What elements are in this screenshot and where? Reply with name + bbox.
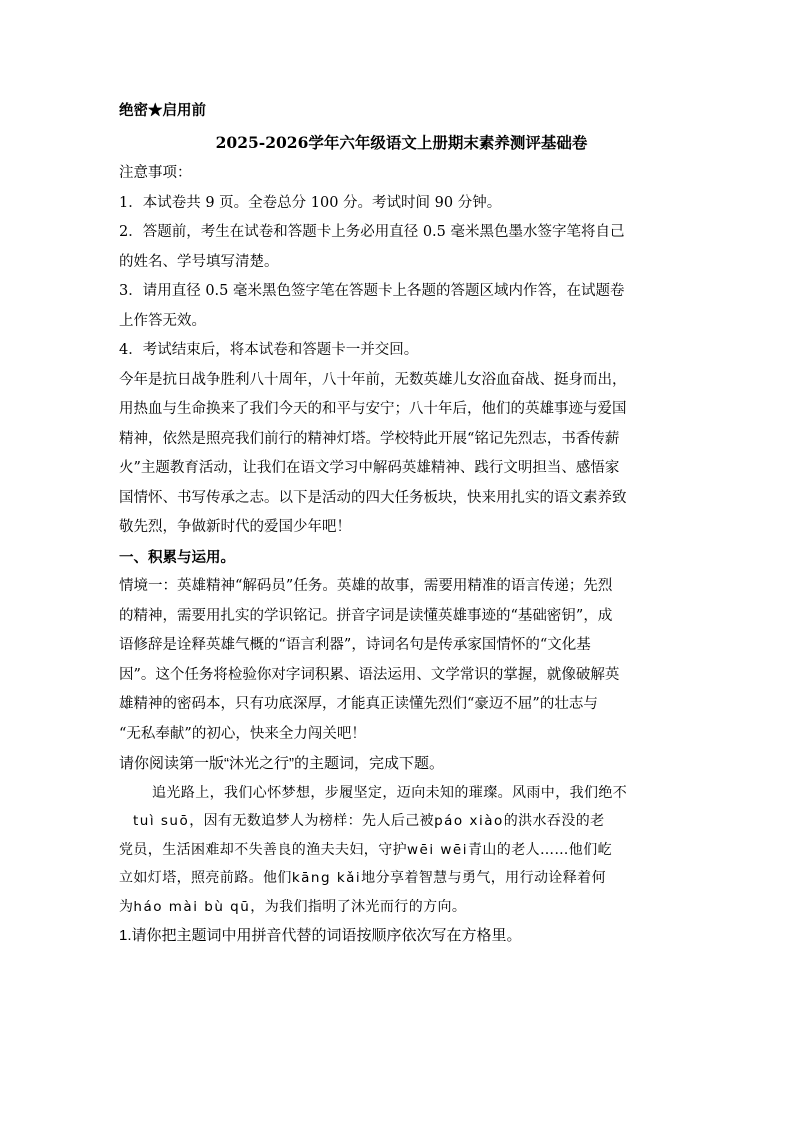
passage-text: 为 xyxy=(119,898,134,915)
pinyin-blank: wēi wēi xyxy=(407,841,468,858)
intro-line: 敬先烈，争做新时代的爱国少年吧！ xyxy=(119,519,351,535)
intro-line: 今年是抗日战争胜利八十周年，八十年前，无数英雄儿女浴血奋战、挺身而出， xyxy=(119,371,627,388)
intro-line: 精神，依然是照亮我们前行的精神灯塔。学校特此开展“铭记先烈志，书香传薪 xyxy=(119,430,620,447)
context-line: 语修辞是诠释英雄气概的“语言利器”，诗词名句是传承家国情怀的“文化基 xyxy=(119,637,591,653)
context-line: 因”。这个任务将检验你对字词积累、语法运用、文学常识的掌握，就像破解英 xyxy=(119,666,620,683)
passage-text: 党员，生活困难却不失善良的渔夫夫妇，守护 xyxy=(119,841,407,858)
passage-text: 的洪水吞没的老 xyxy=(503,813,605,829)
section-heading: 一、积累与运用。 xyxy=(119,548,235,566)
intro-line: 国情怀、书写传承之志。以下是活动的四大任务板块，快来用扎实的语文素养致 xyxy=(119,489,627,506)
notice-item: 上作答无效。 xyxy=(119,312,206,329)
passage-line xyxy=(119,864,684,893)
pinyin-blank: kāng kǎi xyxy=(291,870,362,886)
context-line: 雄精神的密码本，只有功底深厚，才能真正读懂先烈们“豪迈不屈”的壮志与 xyxy=(119,696,598,712)
passage-text: ，因有无数追梦人为榜样：先人后己被 xyxy=(189,813,435,829)
intro-line: 用热血与生命换来了我们今天的和平与安宁；八十年后，他们的英雄事迹与爱国 xyxy=(119,401,627,417)
question-1: 1.请你把主题词中用拼音代替的词语按顺序依次写在方格里。 xyxy=(119,927,522,944)
passage-line xyxy=(119,836,684,865)
notice-heading: 注意事项： xyxy=(119,165,192,181)
page-title: 2025-2026学年六年级语文上册期末素养测评基础卷 xyxy=(215,132,588,152)
pinyin-blank: háo mài bù qū xyxy=(133,898,251,915)
notice-item: 3．请用直径 0.5 毫米黑色签字笔在答题卡上各题的答题区域内作答，在试题卷 xyxy=(119,283,625,299)
pinyin-blank: tuì suō xyxy=(133,813,190,829)
passage-text: 立如灯塔，照亮前路。他们 xyxy=(119,870,292,886)
passage-text: 地分享着智慧与勇气，用行动诠释着何 xyxy=(361,870,606,886)
notice-item: 2．答题前，考生在试卷和答题卡上务必用直径 0.5 毫米黑色墨水签字笔将自己 xyxy=(119,224,625,240)
reading-instruction: 请你阅读第一版“沐光之行”的主题词，完成下题。 xyxy=(119,755,444,772)
exam-page xyxy=(119,96,684,951)
notice-item: 4．考试结束后，将本试卷和答题卡一并交回。 xyxy=(119,342,419,358)
notice-item: 的姓名、学号填写清楚。 xyxy=(119,253,279,270)
intro-line: 火”主题教育活动，让我们在语文学习中解码英雄精神、践行文明担当、感悟家 xyxy=(119,460,620,476)
passage-line xyxy=(119,893,684,922)
passage-text: 青山的老人……他们屹 xyxy=(468,841,612,858)
context-line: 情境一：英雄精神“解码员”任务。英雄的故事，需要用精准的语言传递；先烈 xyxy=(119,578,613,594)
context-line: 的精神，需要用扎实的学识铭记。拼音字词是读懂英雄事迹的“基础密钥”，成 xyxy=(119,607,613,624)
passage-text: ，为我们指明了沐光而行的方向。 xyxy=(250,898,467,915)
passage-line: 追光路上，我们心怀梦想，步履坚定，迈向未知的璀璨。风雨中，我们绝不 xyxy=(152,784,628,801)
reading-passage xyxy=(119,779,684,922)
secret-label: 绝密★启用前 xyxy=(119,102,206,119)
notice-item: 1．本试卷共 9 页。全卷总分 100 分。考试时间 90 分钟。 xyxy=(119,194,502,211)
pinyin-blank: páo xiào xyxy=(434,813,504,829)
passage-line xyxy=(119,807,684,836)
context-line: “无私奉献”的初心，快来全力闯关吧！ xyxy=(119,725,366,742)
